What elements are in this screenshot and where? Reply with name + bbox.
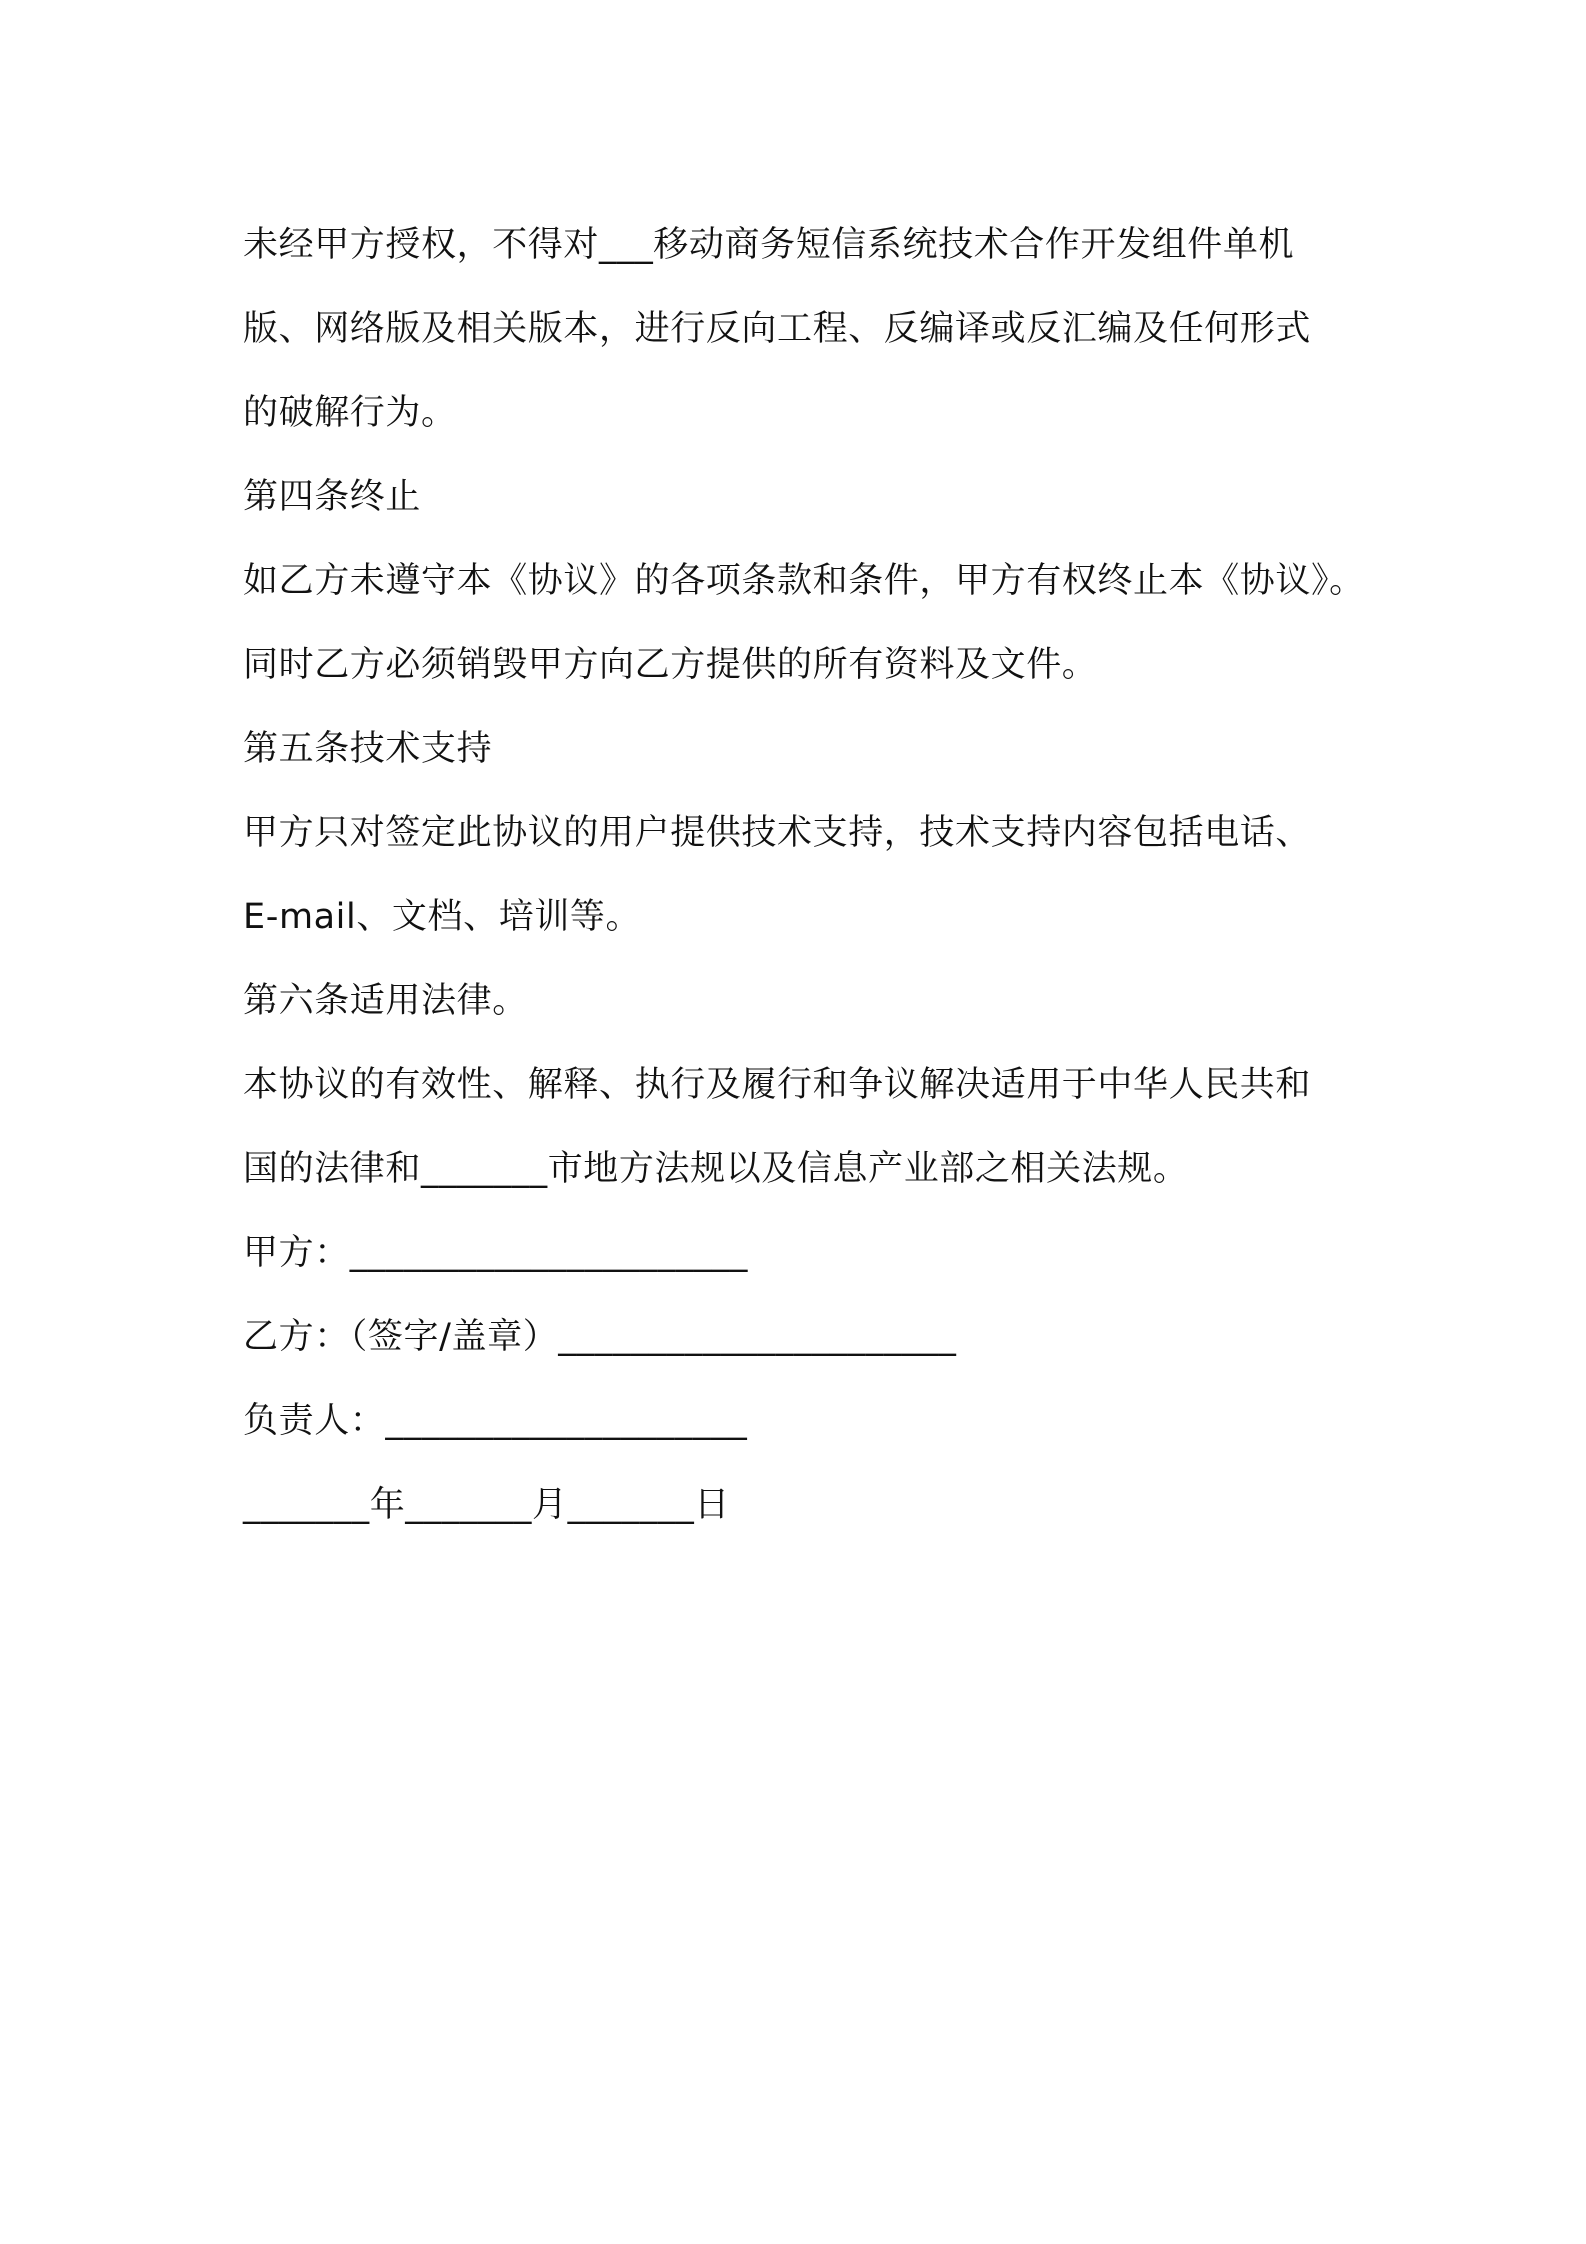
clause-5-text-line-1: 甲方只对签定此协议的用户提供技术支持，技术支持内容包括电话、 xyxy=(243,813,1312,853)
clause-5-text-line-2: E-mail、文档、培训等。 xyxy=(243,897,642,937)
clause-6-heading: 第六条适用法律。 xyxy=(243,981,528,1021)
clause-5-heading: 第五条技术支持 xyxy=(243,729,493,769)
date-line: _______年_______月_______日 xyxy=(243,1485,730,1525)
clause-3-text-line-2: 版、网络版及相关版本，进行反向工程、反编译或反汇编及任何形式 xyxy=(243,309,1312,349)
clause-4-text-line-1: 如乙方未遵守本《协议》的各项条款和条件，甲方有权终止本《协议》。 xyxy=(243,561,1365,601)
document-page xyxy=(243,203,1363,1547)
clause-4-text-line-2: 同时乙方必须销毁甲方向乙方提供的所有资料及文件。 xyxy=(243,645,1098,685)
clause-3-text-line-3: 的破解行为。 xyxy=(243,393,457,433)
party-b-signature-line: 乙方：（签字/盖章）______________________ xyxy=(243,1317,957,1357)
clause-6-text-line-1: 本协议的有效性、解释、执行及履行和争议解决适用于中华人民共和 xyxy=(243,1065,1312,1105)
clause-6-text-line-2: 国的法律和_______市地方法规以及信息产业部之相关法规。 xyxy=(243,1149,1189,1189)
party-a-signature-line: 甲方：______________________ xyxy=(243,1233,749,1273)
responsible-person-line: 负责人：____________________ xyxy=(243,1401,748,1441)
clause-4-heading: 第四条终止 xyxy=(243,477,422,517)
clause-3-text-line-1: 未经甲方授权，不得对___移动商务短信系统技术合作开发组件单机 xyxy=(243,225,1295,265)
